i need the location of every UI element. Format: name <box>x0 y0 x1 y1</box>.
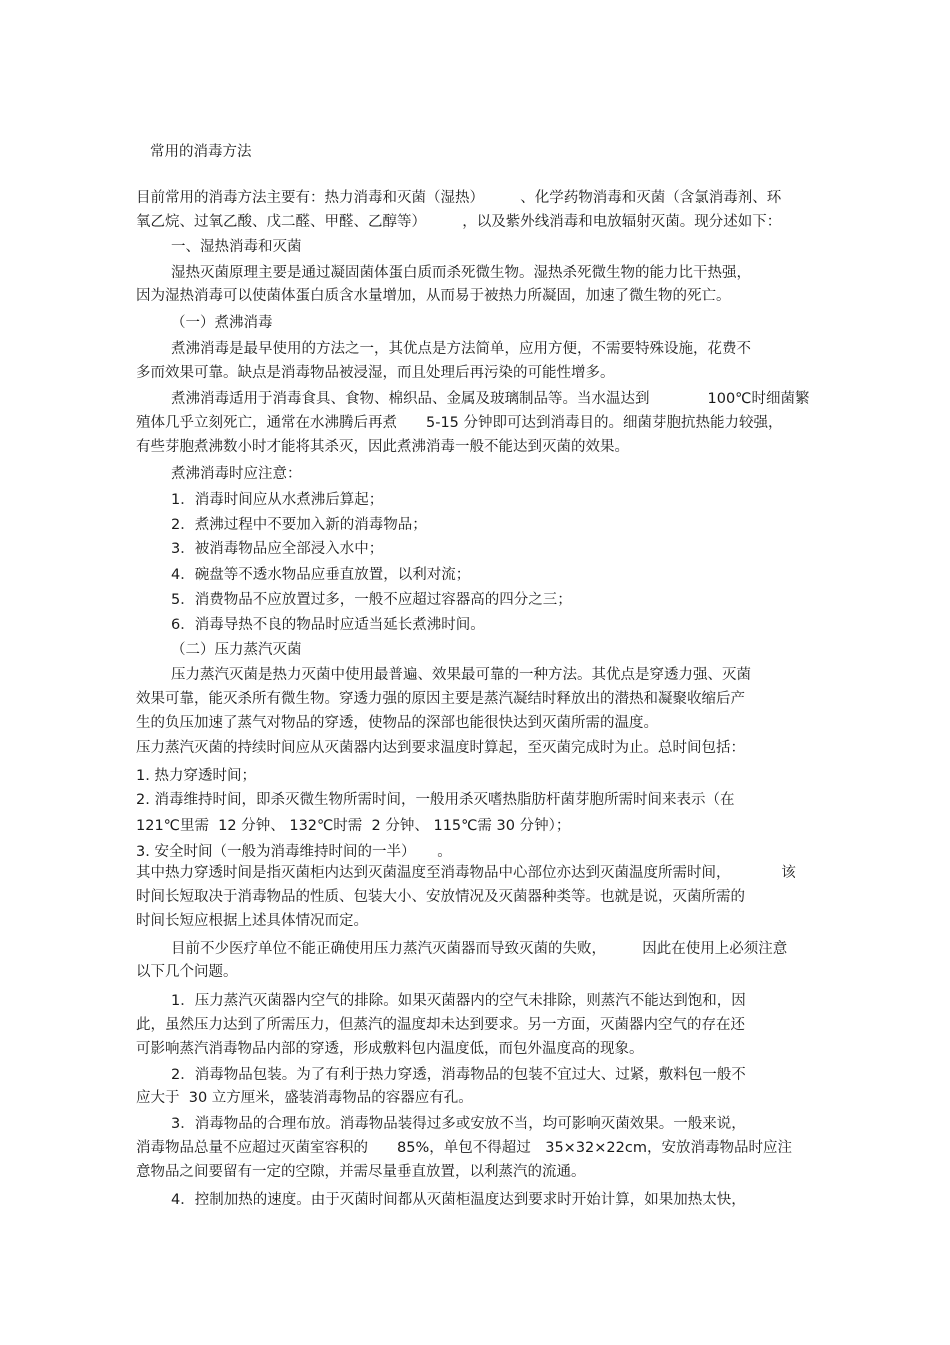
list-item: 5．消费物品不应放置过多，一般不应超过容器高的四分之三； <box>171 592 572 608</box>
text-line: 压力蒸汽灭菌是热力灭菌中使用最普遍、效果最可靠的一种方法。其优点是穿透力强、灭菌 <box>171 667 751 683</box>
text-line: 效果可靠，能灭杀所有微生物。穿透力强的原因主要是蒸汽凝结时释放出的潜热和凝聚收缩后产 <box>136 691 745 707</box>
text-line: 有些芽胞煮沸数小时才能将其杀灭，因此煮沸消毒一般不能达到灭菌的效果。 <box>136 439 629 455</box>
list-item: 3. 安全时间（一般为消毒维持时间的一半） 。 <box>136 844 452 860</box>
list-item: 1. 热力穿透时间； <box>136 768 256 784</box>
text-line: 生的负压加速了蒸气对物品的穿透，使物品的深部也能很快达到灭菌所需的温度。 <box>136 715 658 731</box>
text-line: 其中热力穿透时间是指灭菌柜内达到灭菌温度至消毒物品中心部位亦达到灭菌温度所需时间， 该 <box>136 865 796 881</box>
text-line: 应大于 30 立方厘米，盛装消毒物品的容器应有孔。 <box>136 1090 473 1106</box>
list-item: 6．消毒导热不良的物品时应适当延长煮沸时间。 <box>171 617 485 633</box>
list-item: 1．消毒时间应从水煮沸后算起； <box>171 492 384 508</box>
document-title: 常用的消毒方法 <box>150 144 252 160</box>
subsection-heading: （二）压力蒸汽灭菌 <box>171 642 302 658</box>
text-line: 3．消毒物品的合理布放。消毒物品装得过多或安放不当，均可影响灭菌效果。一般来说， <box>171 1116 746 1132</box>
text-line: 因为湿热消毒可以使菌体蛋白质含水量增加，从而易于被热力所凝固，加速了微生物的死亡。 <box>136 288 731 304</box>
text-line: 目前常用的消毒方法主要有：热力消毒和灭菌（湿热） 、化学药物消毒和灭菌（含氯消毒剂、环 <box>136 190 782 206</box>
subsection-heading: （一）煮沸消毒 <box>171 315 273 331</box>
text-line: 时间长短取决于消毒物品的性质、包装大小、安放情况及灭菌器种类等。也就是说，灭菌所需的 <box>136 889 745 905</box>
text-line: 氧乙烷、过氧乙酸、戊二醛、甲醛、乙醇等） ，以及紫外线消毒和电放辐射灭菌。现分述如下： <box>136 214 782 230</box>
text-line: 消毒物品总量不应超过灭菌室容积的 85%，单包不得超过 35×32×22cm，安放消毒物品时应注 <box>136 1140 792 1156</box>
text-line: 以下几个问题。 <box>136 964 238 980</box>
text-line: 4．控制加热的速度。由于灭菌时间都从灭菌柜温度达到要求时开始计算，如果加热太快， <box>171 1192 746 1208</box>
text-line: 此，虽然压力达到了所需压力，但蒸汽的温度却未达到要求。另一方面，灭菌器内空气的存在还 <box>136 1017 745 1033</box>
text-line: 殖体几乎立刻死亡，通常在水沸腾后再煮 5-15 分钟即可达到消毒目的。细菌芽胞抗热能力较强， <box>136 415 783 431</box>
text-line: 121℃里需 12 分钟、 132℃时需 2 分钟、 115℃需 30 分钟）； <box>136 818 571 834</box>
text-line: 多而效果可靠。缺点是消毒物品被浸湿，而且处理后再污染的可能性增多。 <box>136 365 615 381</box>
list-item: 2. 消毒维持时间，即杀灭微生物所需时间，一般用杀灭嗜热脂肪杆菌芽胞所需时间来表示（在 <box>136 792 735 808</box>
text-line: 目前不少医疗单位不能正确使用压力蒸汽灭菌器而导致灭菌的失败， 因此在使用上必须注意 <box>171 941 788 957</box>
text-line: 可影响蒸汽消毒物品内部的穿透，形成敷料包内温度低，而包外温度高的现象。 <box>136 1041 644 1057</box>
list-item: 2．煮沸过程中不要加入新的消毒物品； <box>171 517 427 533</box>
text-line: 压力蒸汽灭菌的持续时间应从灭菌器内达到要求温度时算起，至灭菌完成时为止。总时间包括： <box>136 740 745 756</box>
section-heading: 一、湿热消毒和灭菌 <box>171 239 302 255</box>
text-line: 1．压力蒸汽灭菌器内空气的排除。如果灭菌器内的空气未排除，则蒸汽不能达到饱和，因 <box>171 993 746 1009</box>
list-item: 3．被消毒物品应全部浸入水中； <box>171 541 384 557</box>
text-line: 煮沸消毒适用于消毒食具、食物、棉织品、金属及玻璃制品等。当水温达到 100℃时细菌繁 <box>171 391 810 407</box>
text-line: 湿热灭菌原理主要是通过凝固菌体蛋白质而杀死微生物。湿热杀死微生物的能力比干热强， <box>171 265 751 281</box>
text-line: 意物品之间要留有一定的空隙，并需尽量垂直放置，以利蒸汽的流通。 <box>136 1164 586 1180</box>
text-line: 煮沸消毒时应注意： <box>171 466 302 482</box>
text-line: 2．消毒物品包装。为了有利于热力穿透，消毒物品的包装不宜过大、过紧，敷料包一般不 <box>171 1067 746 1083</box>
text-line: 时间长短应根据上述具体情况而定。 <box>136 913 368 929</box>
text-line: 煮沸消毒是最早使用的方法之一，其优点是方法简单，应用方便，不需要特殊设施，花费不 <box>171 341 751 357</box>
list-item: 4．碗盘等不透水物品应垂直放置，以利对流； <box>171 567 471 583</box>
